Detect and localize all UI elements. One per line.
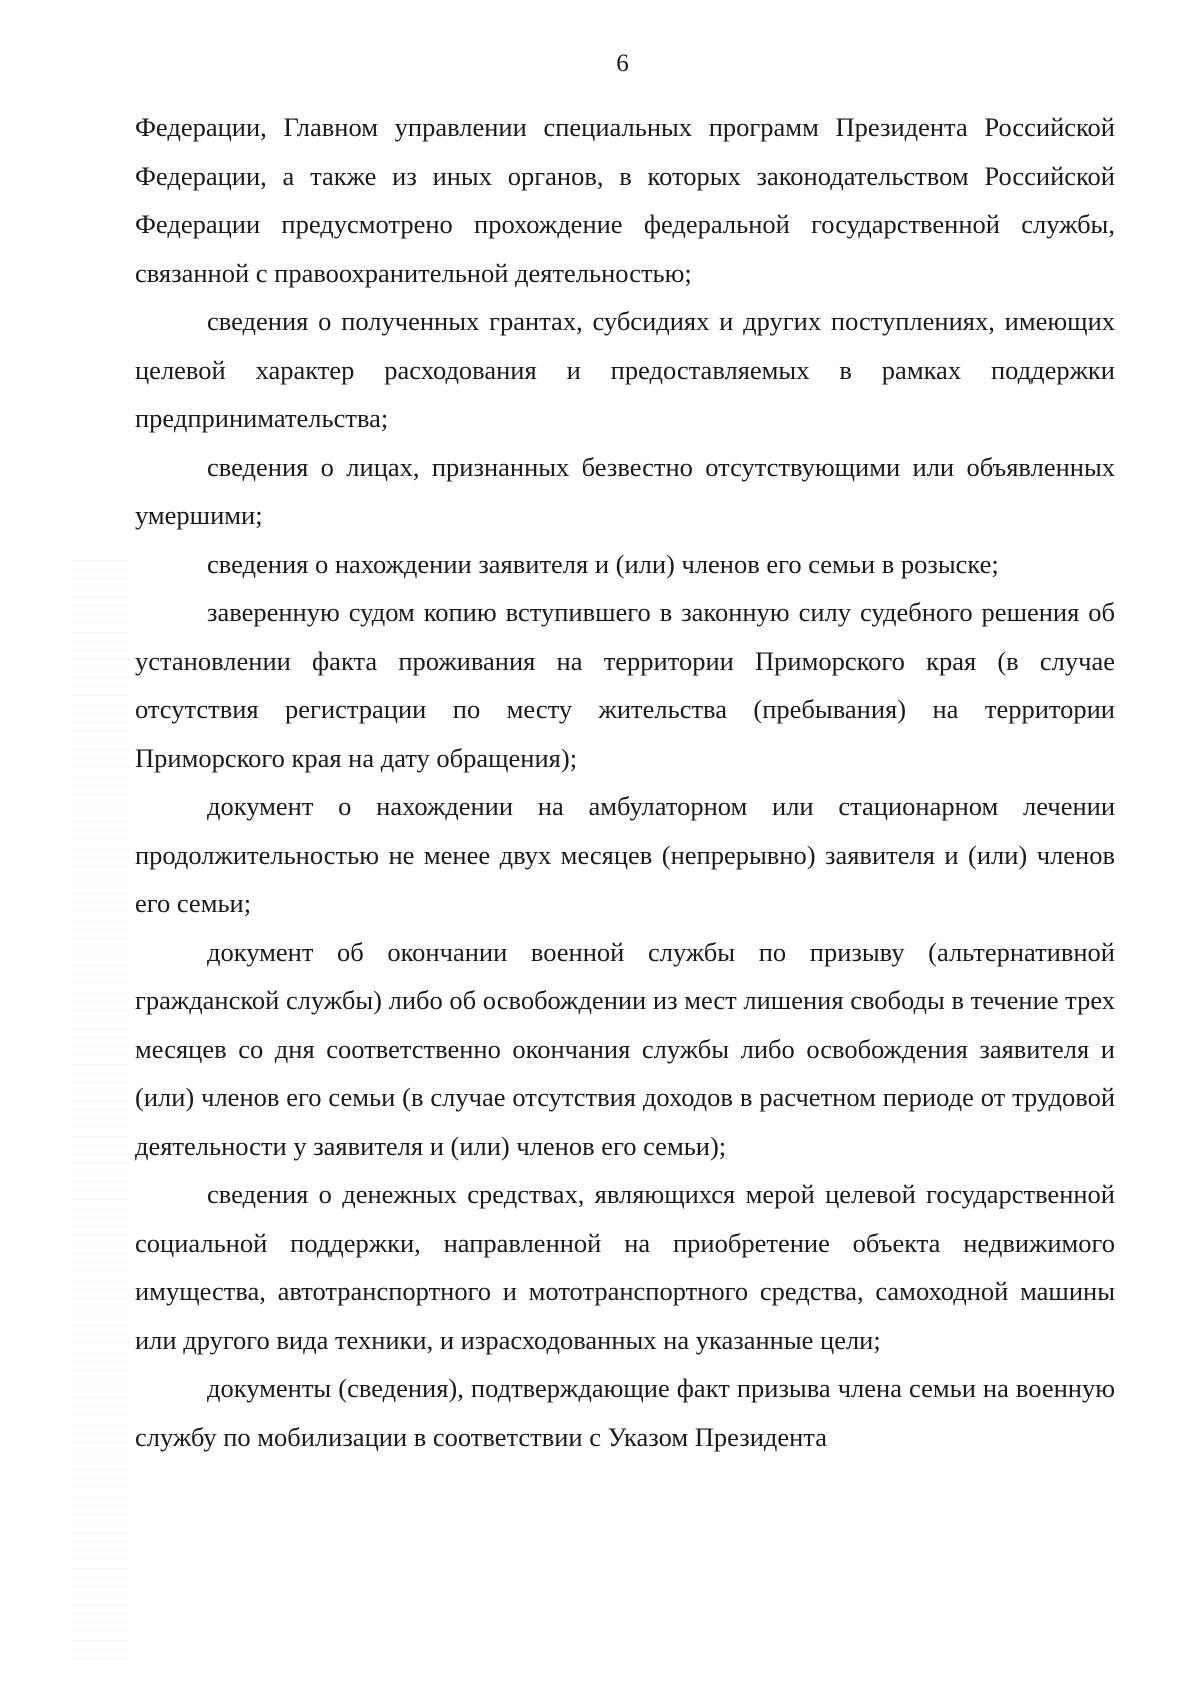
paragraph: сведения о лицах, признанных безвестно отсутствующими или объявленных умершими;: [135, 451, 1115, 530]
page-number: 6: [616, 50, 629, 77]
paragraph: сведения о денежных средствах, являющихся мерой целевой государственной социальной поддержки, направленной на приобретение объекта недвижимого имущества, автотранспортного и мототранспортного средства, самоходной машины или другого вида техники, и израсходованных на указанные цели;: [135, 1179, 1115, 1355]
paragraph: документ об окончании военной службы по призыву (альтернативной гражданской службы) либо об освобождении из мест лишения свободы в течение трех месяцев со дня соответственно окончания службы либо освобождения заявителя и (или) членов его семьи (в случае отсутствия доходов в расчетном периоде от трудовой деятельности у заявителя и (или) членов его семьи);: [135, 936, 1115, 1161]
paragraph: сведения о нахождении заявителя и (или) членов его семьи в розыске;: [207, 548, 999, 579]
paragraph: документы (сведения), подтверждающие факт призыва члена семьи на военную службу по мобилизации в соответствии с Указом Президента: [135, 1373, 1115, 1452]
paragraph: сведения о полученных грантах, субсидиях и других поступлениях, имеющих целевой характер расходования и предоставляемых в рамках поддержки предпринимательства;: [135, 306, 1115, 433]
document-body: [135, 103, 1115, 1461]
paragraph: документ о нахождении на амбулаторном или стационарном лечении продолжительностью не менее двух месяцев (непрерывно) заявителя и (или) членов его семьи;: [135, 791, 1115, 918]
paragraph: заверенную судом копию вступившего в законную силу судебного решения об установлении факта проживания на территории Приморского края (в случае отсутствия регистрации по месту жительства (пребывания) на территории Приморского края на дату обращения);: [135, 597, 1115, 773]
paragraph: Федерации, Главном управлении специальных программ Президента Российской Федерации, а также из иных органов, в которых законодательством Российской Федерации предусмотрено прохождение федеральной государственной службы, связанной с правоохранительной деятельностью;: [135, 112, 1115, 288]
scan-artifact: [70, 560, 130, 1660]
